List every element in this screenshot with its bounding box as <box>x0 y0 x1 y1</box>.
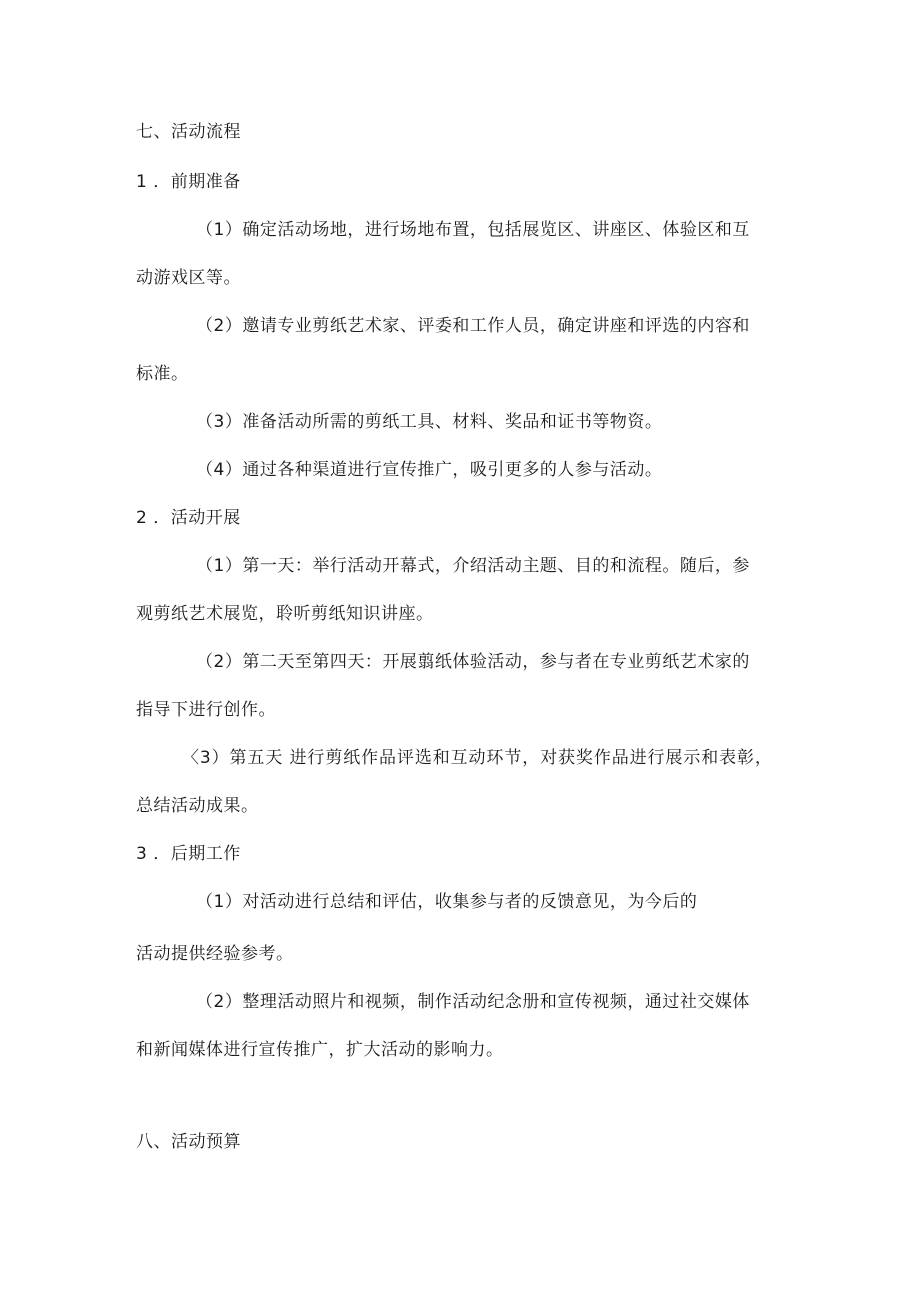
run-item-3-line-1: 〈3）第五天 进行剪纸作品评选和互动环节，对获奖作品进行展示和表彰， <box>182 748 773 768</box>
prep-item-3: （3）准备活动所需的剪纸工具、材料、奖品和证书等物资。 <box>196 412 663 432</box>
run-item-3-line-2: 总结活动成果。 <box>136 796 259 816</box>
subsection-heading-run: 2 ．活动开展 <box>136 508 241 528</box>
prep-item-1-line-1: （1）确定活动场地，进行场地布置，包括展览区、讲座区、体验区和互 <box>196 220 750 240</box>
prep-item-4: （4）通过各种渠道进行宣传推广，吸引更多的人参与活动。 <box>196 460 663 480</box>
run-item-2-line-1: （2）第二天至第四天：开展翦纸体验活动，参与者在专业剪纸艺术家的 <box>196 652 750 672</box>
post-item-2-line-1: （2）整理活动照片和视频，制作活动纪念册和宣传视频，通过社交媒体 <box>196 992 750 1012</box>
prep-item-2-line-2: 标准。 <box>136 364 189 384</box>
prep-item-2-line-1: （2）邀请专业剪纸艺术家、评委和工作人员，确定讲座和评选的内容和 <box>196 316 750 336</box>
subsection-heading-prep: 1 ．前期准备 <box>136 172 241 192</box>
run-item-1-line-2: 观剪纸艺术展览，聆听剪纸知识讲座。 <box>136 604 434 624</box>
prep-item-1-line-2: 动游戏区等。 <box>136 268 241 288</box>
run-item-2-line-2: 指导下进行创作。 <box>136 700 276 720</box>
section-heading-7: 七、活动流程 <box>136 122 241 142</box>
section-heading-8: 八、活动预算 <box>136 1132 241 1152</box>
subsection-heading-post: 3 ．后期工作 <box>136 844 241 864</box>
post-item-1-line-2: 活动提供经验参考。 <box>136 944 294 964</box>
post-item-2-line-2: 和新闻媒体进行宣传推广，扩大活动的影响力。 <box>136 1040 504 1060</box>
run-item-1-line-1: （1）第一天：举行活动开幕式，介绍活动主题、目的和流程。随后，参 <box>196 556 750 576</box>
post-item-1-line-1: （1）对活动进行总结和评估，收集参与者的反馈意见，为今后的 <box>196 892 698 912</box>
